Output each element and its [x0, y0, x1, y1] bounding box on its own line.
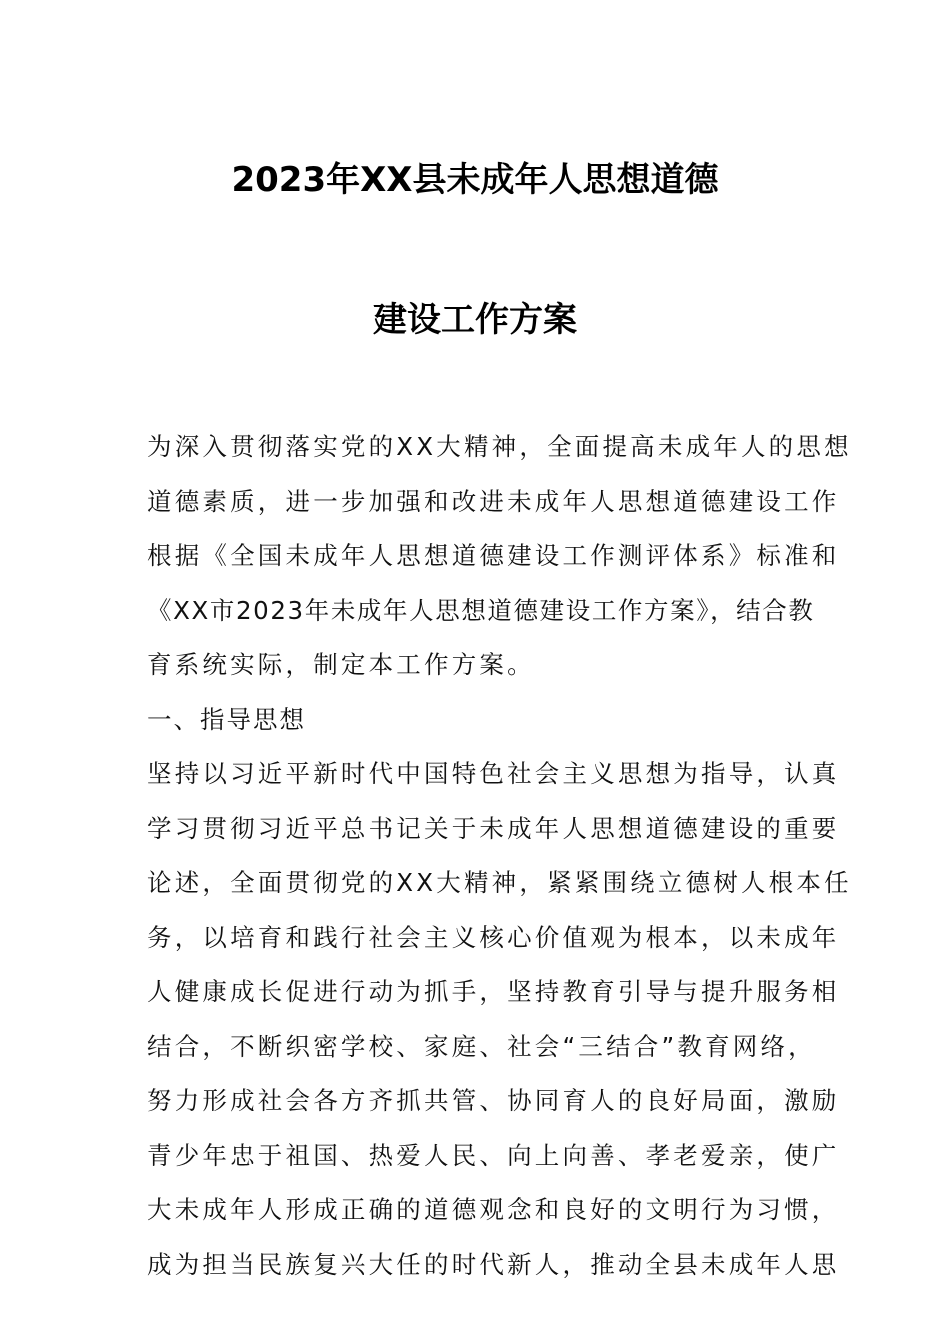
- body-line: 育系统实际，制定本工作方案。: [147, 650, 535, 679]
- body-line: 大未成年人形成正确的道德观念和良好的文明行为习惯，: [147, 1195, 840, 1224]
- body-line: 努力形成社会各方齐抓共管、协同育人的良好局面，激励: [147, 1086, 840, 1115]
- body-line: 结合，不断织密学校、家庭、社会“三结合”教育网络，: [147, 1031, 816, 1061]
- body-line: 道德素质，进一步加强和改进未成年人思想道德建设工作: [147, 486, 840, 516]
- document-title-line-2: 建设工作方案: [373, 300, 577, 340]
- body-line: 人健康成长促进行动为抓手，坚持教育引导与提升服务相: [147, 977, 840, 1006]
- body-line: 《XX市2023年未成年人思想道德建设工作方案》，结合教: [147, 595, 815, 625]
- body-line: 务，以培育和践行社会主义核心价值观为根本，以未成年: [147, 922, 840, 952]
- body-line: 学习贯彻习近平总书记关于未成年人思想道德建设的重要: [147, 813, 840, 843]
- document-title-line-1: 2023年XX县未成年人思想道德: [231, 160, 719, 200]
- body-line: 根据《全国未成年人思想道德建设工作测评体系》标准和: [147, 541, 840, 570]
- body-line: 坚持以习近平新时代中国特色社会主义思想为指导，认真: [147, 759, 840, 788]
- document-body: [147, 430, 852, 1302]
- body-line: 成为担当民族复兴大任的时代新人，推动全县未成年人思: [147, 1249, 840, 1279]
- body-line: 青少年忠于祖国、热爱人民、向上向善、孝老爱亲，使广: [147, 1140, 840, 1170]
- body-line: 论述，全面贯彻党的XX大精神，紧紧围绕立德树人根本任: [147, 868, 852, 897]
- section-heading: 一、指导思想: [147, 704, 306, 734]
- body-line: 为深入贯彻落实党的XX大精神，全面提高未成年人的思想: [147, 432, 852, 461]
